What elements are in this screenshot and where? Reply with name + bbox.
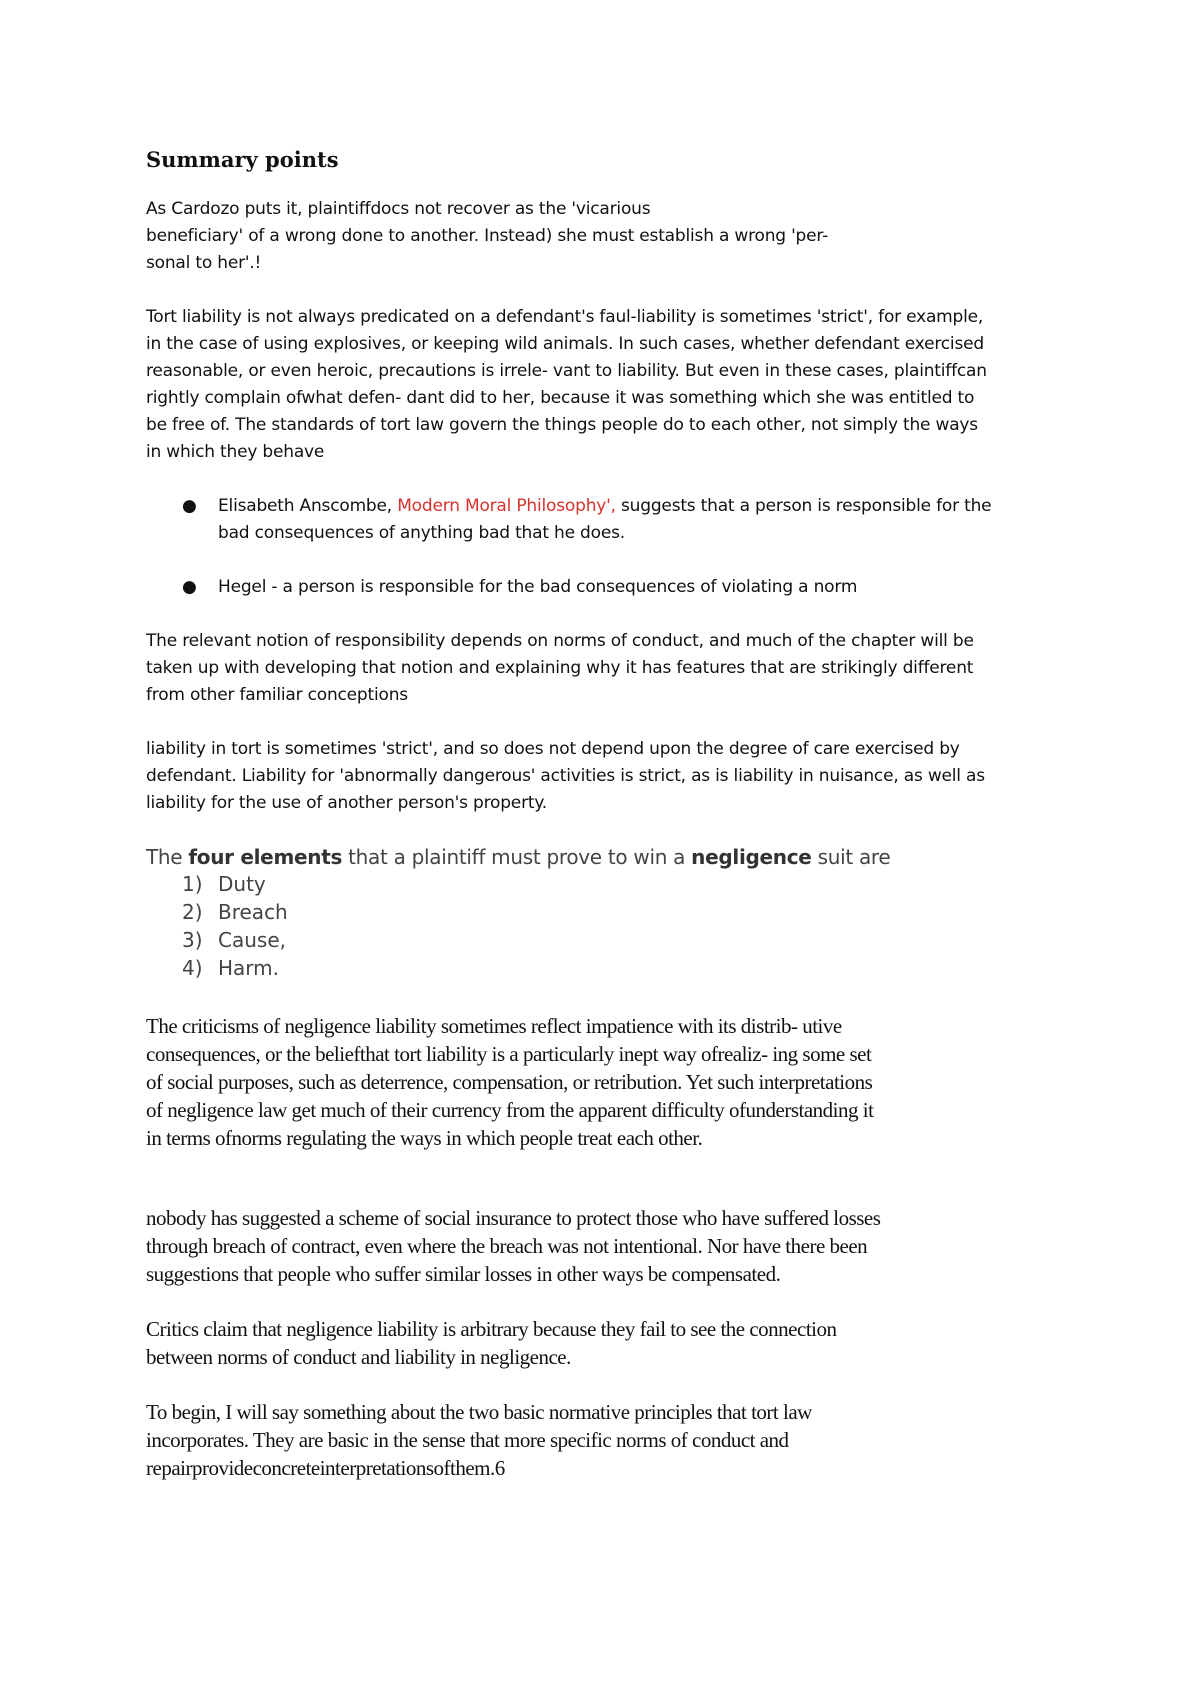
- list-item: [146, 870, 1076, 898]
- text-line: Hegel - a person is responsible for the bad consequences of violating a norm: [218, 577, 858, 597]
- paragraph-social-insurance: [146, 1204, 1076, 1288]
- text-line: in the case of using explosives, or keeping wild animals. In such cases, whether defendant exercised: [146, 334, 984, 354]
- text-line: through breach of contract, even where the breach was not intentional. Nor have there been: [146, 1234, 868, 1258]
- text-line: between norms of conduct and liability in negligence.: [146, 1345, 571, 1369]
- bullet-icon: ●: [182, 496, 197, 516]
- text-line: reasonable, or even heroic, precautions is irrele- vant to liability. But even in these cases, plaintiffcan: [146, 361, 987, 381]
- intro-text: suit are: [811, 845, 891, 869]
- text-line: repairprovideconcreteinterpretationsofthem.6: [146, 1456, 505, 1480]
- bullet-icon: ●: [182, 577, 197, 597]
- text-line: consequences, or the beliefthat tort liability is a particularly inept way ofrealiz- ing some set: [146, 1042, 872, 1066]
- text-line: of negligence law get much of their currency from the apparent difficulty ofunderstanding it: [146, 1098, 874, 1122]
- intro-bold: four elements: [188, 845, 343, 869]
- paragraph-strict-liability: [146, 736, 1076, 817]
- list-number: 4): [182, 956, 203, 980]
- text-line: liability in tort is sometimes 'strict', and so does not depend upon the degree of care exercised by: [146, 739, 960, 759]
- list-number: 2): [182, 900, 203, 924]
- text-line: in which they behave: [146, 442, 325, 462]
- elements-list: [146, 870, 1076, 982]
- list-number: 3): [182, 928, 203, 952]
- page-title: Summary points: [146, 147, 339, 172]
- text-line: As Cardozo puts it, plaintiffdocs not recover as the 'vicarious: [146, 199, 651, 219]
- list-label: Cause,: [218, 928, 286, 952]
- text-line: of social purposes, such as deterrence, compensation, or retribution. Yet such interpretations: [146, 1070, 873, 1094]
- paragraph-critics: [146, 1315, 1076, 1371]
- list-item-hegel: [146, 574, 1076, 601]
- bullet-prefix: Elisabeth Anscombe,: [218, 496, 398, 516]
- text-line: be free of. The standards of tort law govern the things people do to each other, not simply the ways: [146, 415, 978, 435]
- text-line: Critics claim that negligence liability is arbitrary because they fail to see the connection: [146, 1317, 837, 1341]
- paragraph-principles: [146, 1398, 1076, 1482]
- text-line: The criticisms of negligence liability sometimes reflect impatience with its distrib- utive: [146, 1014, 842, 1038]
- paragraph-criticisms: [146, 1012, 1076, 1152]
- text-line: suggestions that people who suffer similar losses in other ways be compensated.: [146, 1262, 781, 1286]
- document-content: [146, 146, 1076, 1509]
- paragraph-cardozo: [146, 196, 1076, 277]
- text-line: The relevant notion of responsibility depends on norms of conduct, and much of the chapter will be: [146, 631, 974, 651]
- bullet-suffix: suggests that a person is responsible for the: [615, 496, 992, 516]
- highlight-reference: Modern Moral Philosophy',: [397, 496, 616, 516]
- list-item: [146, 926, 1076, 954]
- intro-text: The: [146, 845, 189, 869]
- list-label: Breach: [218, 900, 288, 924]
- text-line: bad consequences of anything bad that he does.: [218, 523, 625, 543]
- text-line: Tort liability is not always predicated on a defendant's faul-liability is sometimes 'strict', for example,: [146, 307, 984, 327]
- text-line: nobody has suggested a scheme of social insurance to protect those who have suffered losses: [146, 1206, 881, 1230]
- list-item: [146, 898, 1076, 926]
- text-line: rightly complain ofwhat defen- dant did to her, because it was something which she was entitled to: [146, 388, 975, 408]
- text-line: in terms ofnorms regulating the ways in which people treat each other.: [146, 1126, 703, 1150]
- intro-bold: negligence: [691, 845, 812, 869]
- text-line: incorporates. They are basic in the sense that more specific norms of conduct and: [146, 1428, 789, 1452]
- text-line: beneficiary' of a wrong done to another. Instead) she must establish a wrong 'per-: [146, 226, 829, 246]
- elements-intro: [146, 844, 1076, 870]
- list-label: Harm.: [218, 956, 280, 980]
- bullet-list: [146, 493, 1076, 601]
- text-line: from other familiar conceptions: [146, 685, 408, 705]
- paragraph-responsibility: [146, 628, 1076, 709]
- text-line: [218, 493, 1076, 520]
- text-line: defendant. Liability for 'abnormally dangerous' activities is strict, as is liability in nuisance, as well as: [146, 766, 985, 786]
- text-line: To begin, I will say something about the two basic normative principles that tort law: [146, 1400, 812, 1424]
- list-item: [146, 954, 1076, 982]
- intro-text: that a plaintiff must prove to win a: [342, 845, 692, 869]
- paragraph-tort-liability: [146, 304, 1076, 466]
- text-line: taken up with developing that notion and explaining why it has features that are strikingly different: [146, 658, 974, 678]
- list-label: Duty: [218, 872, 266, 896]
- list-number: 1): [182, 872, 203, 896]
- list-item-anscombe: [146, 493, 1076, 547]
- text-line: liability for the use of another person's property.: [146, 793, 547, 813]
- text-line: sonal to her'.!: [146, 253, 262, 273]
